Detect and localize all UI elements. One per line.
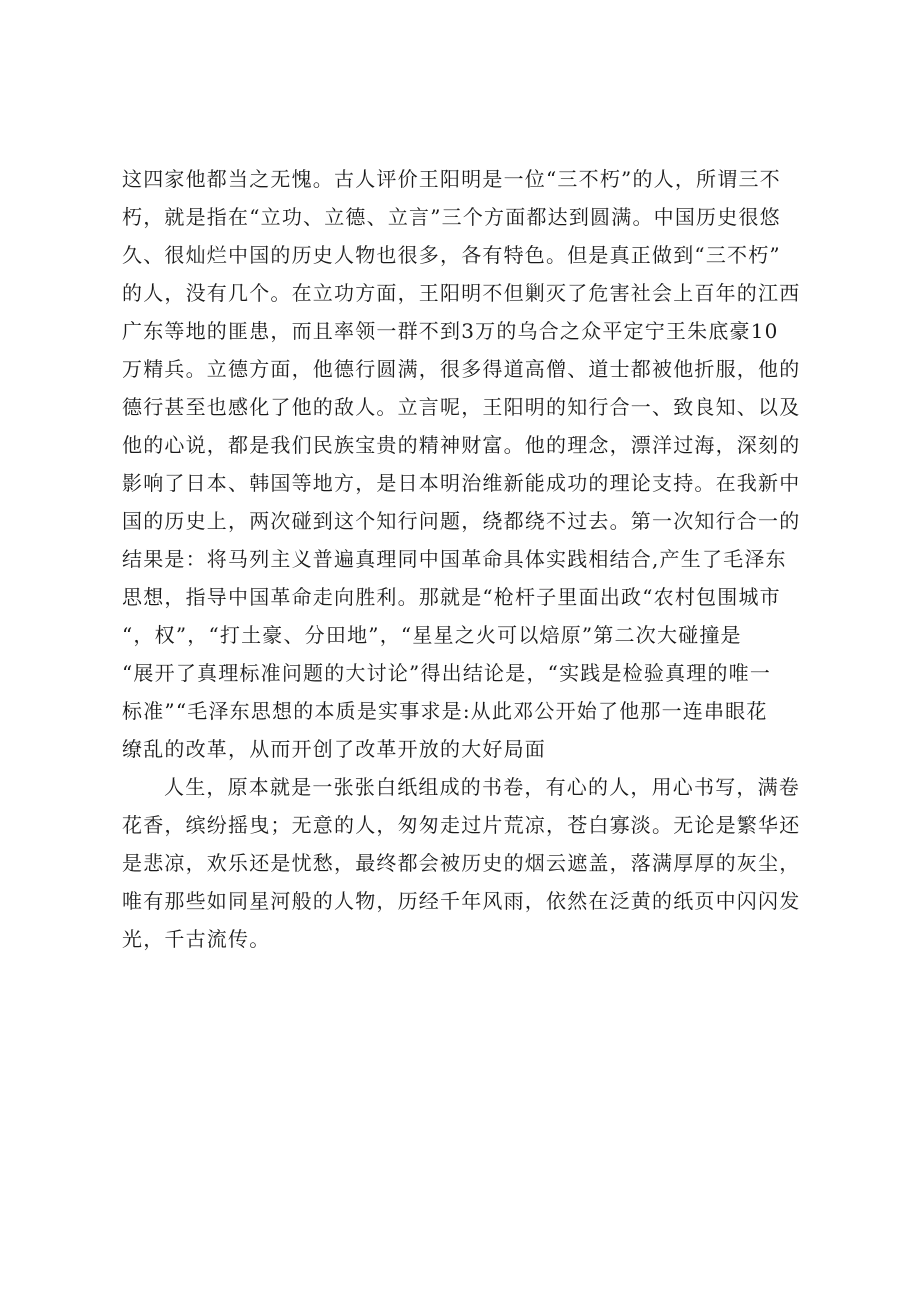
text-line: 久、很灿烂中国的历史人物也很多，各有特色。但是真正做到“三不朽” [122,243,781,267]
text-line: 这四家他都当之无愧。古人评价王阳明是一位“三不朽”的人，所谓三不 [122,167,781,191]
text-line: 思想，指导中国革命走向胜利。那就是“枪杆子里面出政“农村包围城市 [122,585,781,609]
text-line: 万精兵。立德方面，他德行圆满，很多得道高僧、道士都被他折服，他的 [122,357,801,381]
text-line: 光，千古流传。 [122,927,271,951]
text-line: 广东等地的匪患，而且率领一群不到3万的乌合之众平定宁王朱底豪10 [122,319,779,343]
text-line: 影响了日本、韩国等地方，是日本明治维新能成功的理论支持。在我新中 [122,471,801,495]
text-line: 朽，就是指在“立功、立德、立言”三个方面都达到圆满。中国历史很悠 [122,205,781,229]
text-line: 花香，缤纷摇曳；无意的人，匆匆走过片荒凉，苍白寡淡。无论是繁华还 [122,813,801,837]
text-line: 国的历史上，两次碰到这个知行问题，绕都绕不过去。第一次知行合一的 [122,509,801,533]
text-line: 人生，原本就是一张张白纸组成的书卷，有心的人，用心书写，满卷 [164,775,800,799]
text-line: 标准”“毛泽东思想的本质是实事求是:从此邓公开始了他那一连串眼花 [122,699,768,723]
text-line: 结果是：将马列主义普遍真理同中国革命具体实践相结合,产生了毛泽东 [122,547,787,571]
document-body [122,160,812,958]
text-line: 他的心说，都是我们民族宝贵的精神财富。他的理念，漂洋过海，深刻的 [122,433,801,457]
text-line: “展开了真理标准问题的大讨论”得出结论是，“实践是检验真理的唯一 [122,661,772,685]
text-line: 的人，没有几个。在立功方面，王阳明不但剿灭了危害社会上百年的江西 [122,281,801,305]
text-line: 是悲凉，欢乐还是忧愁，最终都会被历史的烟云遮盖，落满厚厚的灰尘， [122,851,801,875]
paragraph-2 [122,768,812,958]
text-line: “，权”，“打土豪、分田地”，“星星之火可以焙原”第二次大碰撞是 [122,623,742,647]
paragraph-1 [122,160,812,768]
text-line: 德行甚至也感化了他的敌人。立言呢，王阳明的知行合一、致良知、以及 [122,395,801,419]
text-line: 缭乱的改革，从而开创了改革开放的大好局面 [122,737,546,761]
text-line: 唯有那些如同星河般的人物，历经千年风雨，依然在泛黄的纸页中闪闪发 [122,889,801,913]
